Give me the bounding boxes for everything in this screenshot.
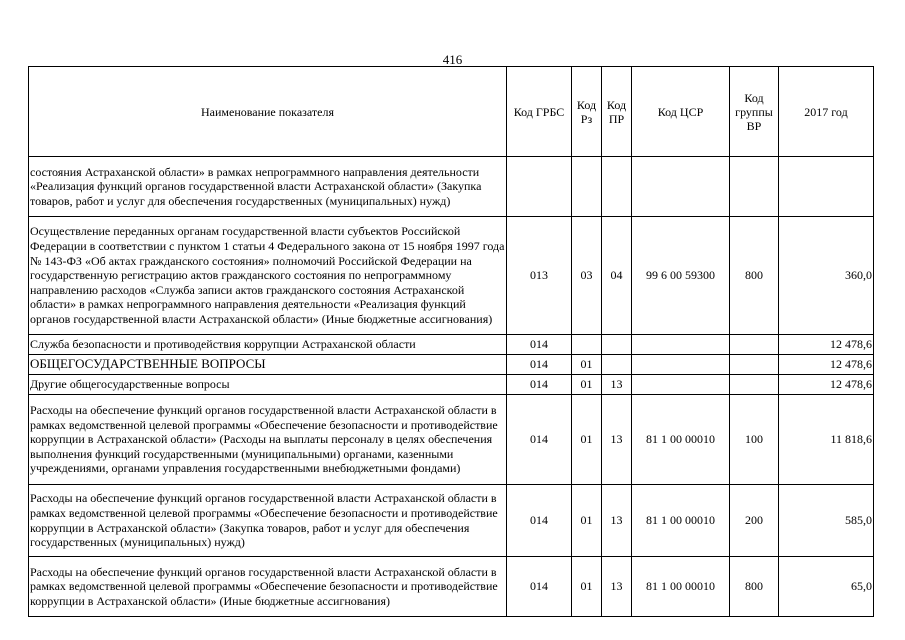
table-row xyxy=(29,355,874,375)
cell-vr xyxy=(730,355,779,375)
cell-pr: 13 xyxy=(602,395,632,485)
cell-name: Служба безопасности и противодействия коррупции Астраханской области xyxy=(29,335,507,355)
cell-rz: 01 xyxy=(572,557,602,617)
cell-pr: 13 xyxy=(602,557,632,617)
cell-amount: 12 478,6 xyxy=(779,375,874,395)
cell-amount xyxy=(779,157,874,217)
cell-pr xyxy=(602,157,632,217)
cell-pr: 13 xyxy=(602,485,632,557)
cell-csr xyxy=(632,355,730,375)
cell-vr xyxy=(730,375,779,395)
cell-vr: 800 xyxy=(730,217,779,335)
cell-rz xyxy=(572,335,602,355)
table-row xyxy=(29,395,874,485)
cell-vr xyxy=(730,157,779,217)
cell-grbs: 014 xyxy=(507,395,572,485)
cell-vr xyxy=(730,335,779,355)
budget-table xyxy=(28,66,874,617)
cell-name: состояния Астраханской области» в рамках непрограммного направления деятельности «Реализация функций органов государственной власти Астраханской области» (Закупка товаров, работ и услуг для обеспечения государственных (муниципальных) нужд) xyxy=(29,157,507,217)
cell-grbs: 014 xyxy=(507,355,572,375)
header-rz: Код Рз xyxy=(572,67,602,157)
cell-vr: 100 xyxy=(730,395,779,485)
cell-name: Расходы на обеспечение функций органов государственной власти Астраханской области в рамках ведомственной целевой программы «Обеспечение безопасности и противодействие коррупции в Астраханской области» (Закупка товаров, работ и услуг для обеспечения государственных (муниципальных) нужд) xyxy=(29,485,507,557)
cell-pr xyxy=(602,335,632,355)
header-grbs: Код ГРБС xyxy=(507,67,572,157)
header-year: 2017 год xyxy=(779,67,874,157)
header-csr: Код ЦСР xyxy=(632,67,730,157)
cell-grbs xyxy=(507,157,572,217)
cell-name: Расходы на обеспечение функций органов государственной власти Астраханской области в рамках ведомственной целевой программы «Обеспечение безопасности и противодействие коррупции в Астраханской области» (Расходы на выплаты персоналу в целях обеспечения выполнения функций государственными (муниципальными) органами, казенными учреждениями, органами управления государственными внебюджетными фондами) xyxy=(29,395,507,485)
table-row xyxy=(29,157,874,217)
header-name: Наименование показателя xyxy=(29,67,507,157)
cell-rz: 01 xyxy=(572,375,602,395)
cell-csr xyxy=(632,157,730,217)
cell-amount: 11 818,6 xyxy=(779,395,874,485)
cell-amount: 12 478,6 xyxy=(779,355,874,375)
cell-grbs: 014 xyxy=(507,375,572,395)
cell-pr: 04 xyxy=(602,217,632,335)
cell-rz: 01 xyxy=(572,485,602,557)
cell-csr: 81 1 00 00010 xyxy=(632,395,730,485)
cell-amount: 585,0 xyxy=(779,485,874,557)
table-row xyxy=(29,557,874,617)
cell-amount: 360,0 xyxy=(779,217,874,335)
header-pr: Код ПР xyxy=(602,67,632,157)
cell-rz: 01 xyxy=(572,395,602,485)
cell-grbs: 013 xyxy=(507,217,572,335)
cell-rz xyxy=(572,157,602,217)
cell-name: Осуществление переданных органам государственной власти субъектов Российской Федерации в соответствии с пунктом 1 статьи 4 Федерального закона от 15 ноября 1997 года № 143-ФЗ «Об актах гражданского состояния» полномочий Российской Федерации на государственную регистрацию актов гражданского состояния по непрограммному направлению расходов «Служба записи актов гражданского состояния Астраханской области» в рамках непрограммного направления деятельности «Реализация функций органов государственной власти Астраханской области» (Иные бюджетные ассигнования) xyxy=(29,217,507,335)
cell-grbs: 014 xyxy=(507,485,572,557)
cell-amount: 12 478,6 xyxy=(779,335,874,355)
cell-csr: 81 1 00 00010 xyxy=(632,557,730,617)
table-row xyxy=(29,335,874,355)
cell-pr: 13 xyxy=(602,375,632,395)
cell-rz: 01 xyxy=(572,355,602,375)
cell-grbs: 014 xyxy=(507,335,572,355)
header-vr: Код группы ВР xyxy=(730,67,779,157)
cell-amount: 65,0 xyxy=(779,557,874,617)
table-row xyxy=(29,485,874,557)
cell-csr: 99 6 00 59300 xyxy=(632,217,730,335)
cell-pr xyxy=(602,355,632,375)
header-row xyxy=(29,67,874,157)
cell-grbs: 014 xyxy=(507,557,572,617)
cell-name: Расходы на обеспечение функций органов государственной власти Астраханской области в рамках ведомственной целевой программы «Обеспечение безопасности и противодействие коррупции в Астраханской области» (Иные бюджетные ассигнования) xyxy=(29,557,507,617)
table-row xyxy=(29,217,874,335)
table-row xyxy=(29,375,874,395)
table-body xyxy=(29,157,874,617)
cell-csr: 81 1 00 00010 xyxy=(632,485,730,557)
cell-csr xyxy=(632,335,730,355)
page-number: 416 xyxy=(442,52,463,67)
cell-vr: 800 xyxy=(730,557,779,617)
cell-name: Другие общегосударственные вопросы xyxy=(29,375,507,395)
cell-name: ОБЩЕГОСУДАРСТВЕННЫЕ ВОПРОСЫ xyxy=(29,355,507,375)
cell-vr: 200 xyxy=(730,485,779,557)
cell-csr xyxy=(632,375,730,395)
cell-rz: 03 xyxy=(572,217,602,335)
